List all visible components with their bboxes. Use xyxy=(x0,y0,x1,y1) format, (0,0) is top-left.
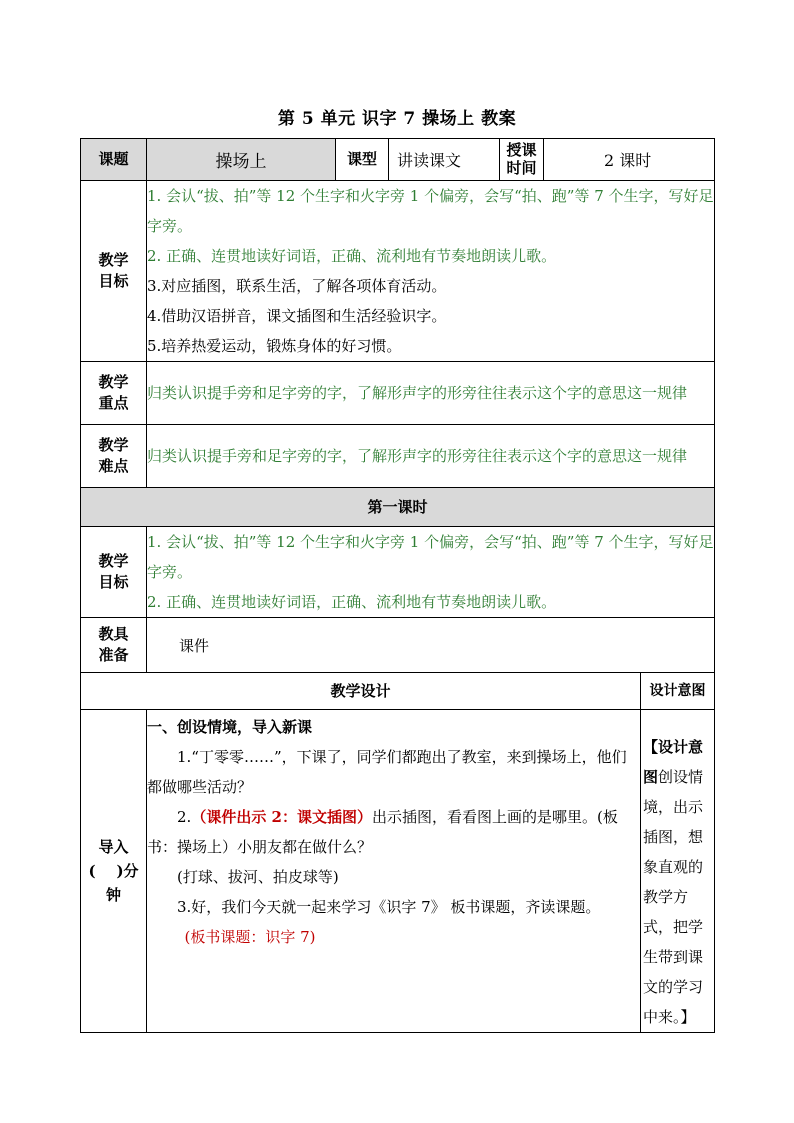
goal-item-3: 3.对应插图，联系生活，了解各项体育活动。 xyxy=(147,277,447,295)
tools-label xyxy=(81,618,147,673)
difficulties-row xyxy=(81,425,715,488)
intent-text: 创设情境，出示插图，想象直观的教学方式，把学生带到课文的学习中来。】 xyxy=(643,768,704,1026)
goals-content xyxy=(147,181,715,362)
intro-step-3: 3.好，我们今天就一起来学习《识字 7》 板书课题，齐读课题。 xyxy=(177,898,601,916)
time-value: 2 课时 xyxy=(544,139,715,181)
key-points-text: 归类认识提手旁和足字旁的字，了解形声字的形旁往往表示这个字的意思这一规律 xyxy=(147,362,715,425)
tools-value: 课件 xyxy=(147,618,715,673)
header-row xyxy=(81,139,715,181)
intent-col-header: 设计意图 xyxy=(641,673,715,710)
intent-content xyxy=(641,710,715,1033)
intro-step-2-answer: (打球、拔河、拍皮球等) xyxy=(177,868,339,886)
difficulties-text: 归类认识提手旁和足字旁的字，了解形声字的形旁往往表示这个字的意思这一规律 xyxy=(147,425,715,488)
topic-value: 操场上 xyxy=(147,139,336,181)
intro-step-1: 1.“丁零零……”，下课了，同学们都跑出了教室，来到操场上，他们都做哪些活动？ xyxy=(147,748,627,796)
intro-label: 导入 xyxy=(98,838,129,856)
lesson-plan-table xyxy=(80,138,715,1033)
type-label: 课型 xyxy=(336,139,389,181)
intro-step-2-rest: 出示插图，看看图上画的是哪里。(板书：操场上）小朋友都在做什么？ xyxy=(147,808,618,856)
key-points-label xyxy=(81,362,147,425)
goal-item-4: 4.借助汉语拼音，课文插图和生活经验识字。 xyxy=(147,307,447,325)
difficulties-label-text: 教学难点 xyxy=(98,436,129,475)
intro-content xyxy=(147,710,641,1033)
tools-row xyxy=(81,618,715,673)
intro-step-2 xyxy=(147,802,640,862)
intent-title: 【设计意图 xyxy=(643,738,704,786)
first-lesson-goals-label-text: 教学目标 xyxy=(98,552,129,591)
goals-label-text: 教学目标 xyxy=(98,251,129,290)
intro-label-cell xyxy=(81,710,147,1033)
time-label-text: 授课时间 xyxy=(506,140,537,177)
design-col-header: 教学设计 xyxy=(81,673,641,710)
first-lesson-goal-1: 1. 会认“拔、拍”等 12 个生字和火字旁 1 个偏旁，会写“拍、跑”等 7 个生字，写好足字旁。 xyxy=(147,533,714,581)
first-lesson-heading: 第一课时 xyxy=(81,488,715,527)
difficulties-label xyxy=(81,425,147,488)
tools-label-text: 教具准备 xyxy=(98,625,129,664)
type-value: 讲读课文 xyxy=(389,139,500,181)
first-lesson-goals-row xyxy=(81,527,715,618)
goals-label xyxy=(81,181,147,362)
page-title: 第 5 单元 识字 7 操场上 教案 xyxy=(277,109,517,129)
intro-unit: 钟 xyxy=(105,886,121,904)
intro-minutes: ( )分 xyxy=(88,862,139,880)
board-note: (板书课题：识字 7) xyxy=(184,928,316,946)
goal-item-1: 1. 会认“拔、拍”等 12 个生字和火字旁 1 个偏旁，会写“拍、跑”等 7 个生字，写好足字旁。 xyxy=(147,187,714,235)
time-label xyxy=(500,139,544,181)
intro-step-2-prefix: 2. xyxy=(177,808,192,826)
first-lesson-heading-row xyxy=(81,488,715,527)
goal-item-2: 2. 正确、连贯地读好词语，正确、流利地有节奏地朗读儿歌。 xyxy=(147,247,557,265)
goals-row xyxy=(81,181,715,362)
goal-item-5: 5.培养热爱运动，锻炼身体的好习惯。 xyxy=(147,337,402,355)
courseware-highlight: （课件出示 2：课文插图） xyxy=(191,808,372,826)
intro-row xyxy=(81,710,715,1033)
design-header-row xyxy=(81,673,715,710)
key-points-row xyxy=(81,362,715,425)
first-lesson-goal-2: 2. 正确、连贯地读好词语，正确、流利地有节奏地朗读儿歌。 xyxy=(147,593,557,611)
first-lesson-goals-content xyxy=(147,527,715,618)
first-lesson-goals-label xyxy=(81,527,147,618)
topic-label: 课题 xyxy=(81,139,147,181)
key-points-label-text: 教学重点 xyxy=(98,373,129,412)
section-heading: 一、创设情境，导入新课 xyxy=(147,718,313,736)
